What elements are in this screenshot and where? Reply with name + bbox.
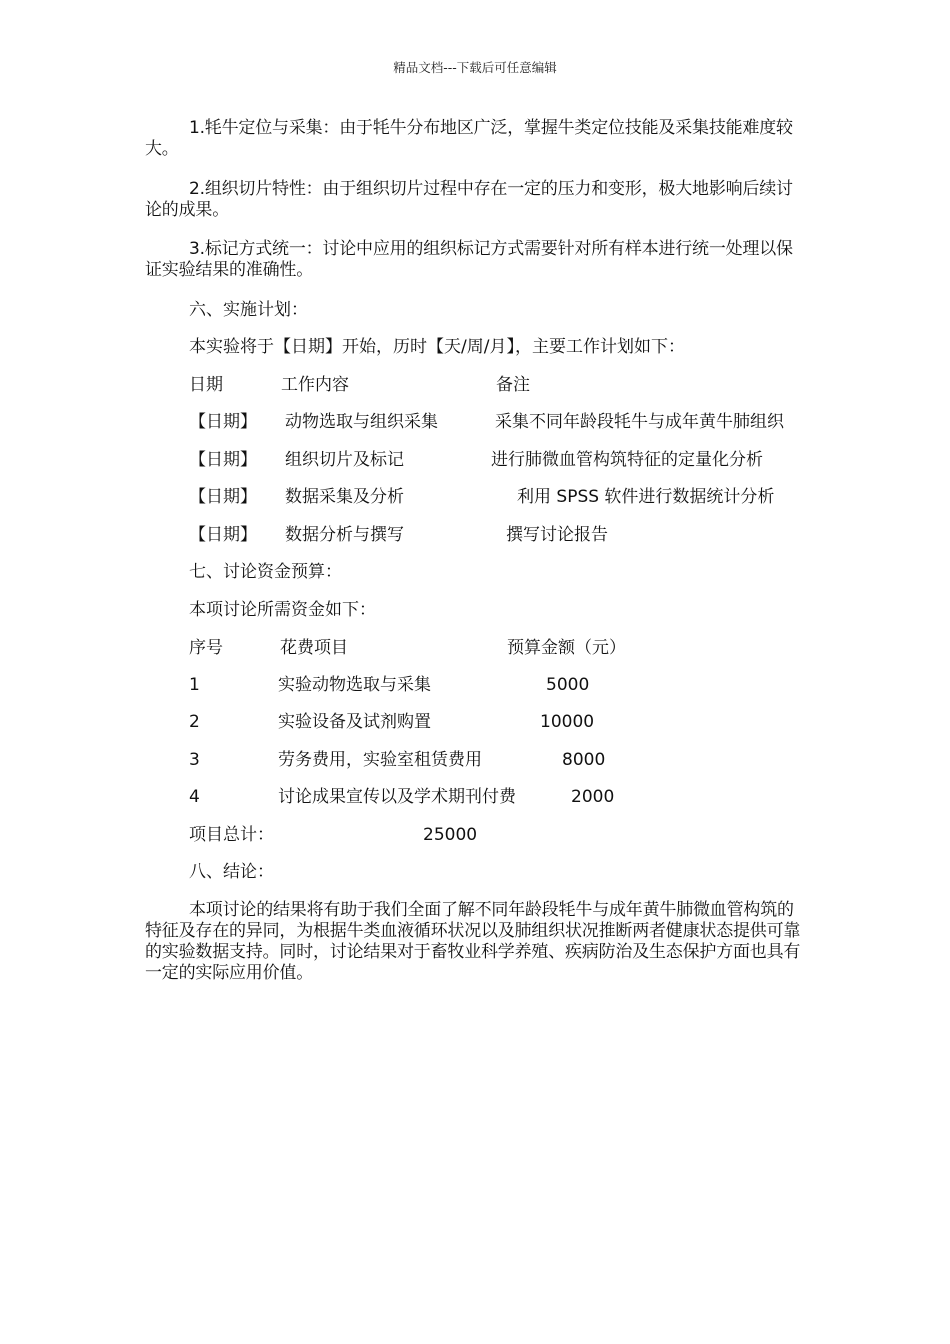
plan-row-date: 【日期】 [189,487,257,507]
budget-heading: 七、讨论资金预算： [189,562,342,582]
budget-row-index: 4 [189,787,200,807]
plan-row-note: 进行肺微血管构筑特征的定量化分析 [491,450,763,470]
budget-row-item: 实验动物选取与采集 [278,675,431,695]
plan-heading: 六、实施计划： [189,300,308,320]
budget-row-index: 2 [189,712,200,732]
plan-row-date: 【日期】 [189,450,257,470]
budget-row-item: 劳务费用，实验室租赁费用 [278,750,482,770]
plan-row-content: 数据采集及分析 [285,487,404,507]
conclusion-heading: 八、结论： [189,862,274,882]
budget-row-index: 3 [189,750,200,770]
budget-row-item: 实验设备及试剂购置 [278,712,431,732]
plan-row-date: 【日期】 [189,525,257,545]
budget-row-amount: 5000 [546,675,590,695]
plan-row-content: 数据分析与撰写 [285,525,404,545]
budget-row-index: 1 [189,675,200,695]
plan-row-note: 采集不同年龄段牦牛与成年黄牛肺组织 [495,412,784,432]
plan-row-date: 【日期】 [189,412,257,432]
budget-total-value: 25000 [423,825,478,845]
difficulty-paragraph-3: 3.标记方式统一：讨论中应用的组织标记方式需要针对所有样本进行统一处理以保证实验结果的准确性。 [145,239,793,280]
budget-row-amount: 10000 [540,712,595,732]
budget-total-label: 项目总计： [189,825,274,845]
budget-row-item: 讨论成果宣传以及学术期刊付费 [278,787,516,807]
budget-intro: 本项讨论所需资金如下： [189,600,376,620]
budget-row-amount: 8000 [562,750,606,770]
plan-header-content: 工作内容 [281,375,349,395]
plan-row-note: 利用 SPSS 软件进行数据统计分析 [517,487,775,507]
plan-row-content: 动物选取与组织采集 [285,412,438,432]
difficulty-paragraph-1: 1.牦牛定位与采集：由于牦牛分布地区广泛，掌握牛类定位技能及采集技能难度较大。 [145,118,793,159]
budget-header-index: 序号 [189,638,223,658]
budget-header-item: 花费项目 [280,638,348,658]
plan-header-date: 日期 [189,375,223,395]
budget-header-amount: 预算金额（元） [507,638,626,658]
plan-header-note: 备注 [496,375,530,395]
plan-intro: 本实验将于【日期】开始，历时【天/周/月】，主要工作计划如下： [189,337,685,357]
budget-row-amount: 2000 [571,787,615,807]
plan-row-note: 撰写讨论报告 [506,525,608,545]
conclusion-paragraph: 本项讨论的结果将有助于我们全面了解不同年龄段牦牛与成年黄牛肺微血管构筑的特征及存在的异同，为根据牛类血液循环状况以及肺组织状况推断两者健康状态提供可靠的实验数据支持。同时，讨论结果对于畜牧业科学养殖、疾病防治及生态保护方面也具有一定的实际应用价值。 [145,900,801,983]
difficulty-paragraph-2: 2.组织切片特性：由于组织切片过程中存在一定的压力和变形，极大地影响后续讨论的成果。 [145,179,793,220]
page-header: 精品文档---下载后可任意编辑 [393,60,557,75]
plan-row-content: 组织切片及标记 [285,450,404,470]
